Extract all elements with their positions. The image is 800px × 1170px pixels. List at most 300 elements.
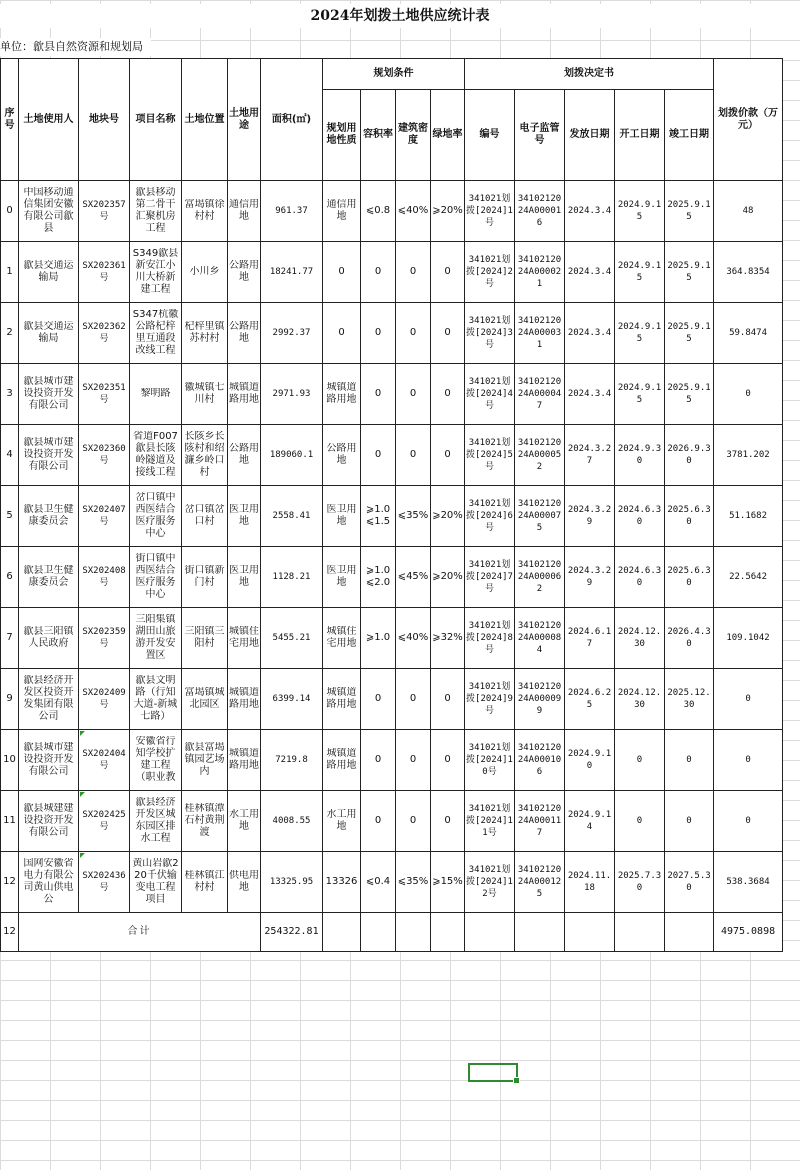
cell-price[interactable] <box>714 852 783 913</box>
cell-location[interactable] <box>182 425 228 486</box>
header-parcel[interactable]: 地块号 <box>79 59 130 181</box>
cell-density[interactable] <box>396 181 431 242</box>
cell-text: 341021划拨[2024]12号 <box>466 865 513 899</box>
cell-green[interactable] <box>431 852 465 913</box>
cell-planning-use[interactable] <box>323 608 361 669</box>
cell-parcel[interactable] <box>79 608 130 669</box>
cell-parcel[interactable] <box>79 669 130 730</box>
cell-location[interactable] <box>182 730 228 791</box>
cell-text: 2024.12.30 <box>617 627 662 649</box>
cell-planning-use[interactable] <box>323 669 361 730</box>
cell-supervise[interactable] <box>515 669 565 730</box>
empty-cell[interactable] <box>665 913 714 952</box>
cell-parcel[interactable] <box>79 791 130 852</box>
cell-supervise[interactable] <box>515 425 565 486</box>
cell-text: 9 <box>6 693 13 704</box>
empty-cell[interactable] <box>431 913 465 952</box>
cell-text: 歙县城市建设投资开发有限公司 <box>23 437 74 472</box>
cell-project[interactable] <box>130 181 182 242</box>
cell-price[interactable] <box>714 425 783 486</box>
empty-cell[interactable] <box>615 913 665 952</box>
header-no[interactable]: 编号 <box>465 90 515 181</box>
cell-project[interactable] <box>130 425 182 486</box>
cell-text: 7 <box>6 632 13 643</box>
cell-no[interactable] <box>465 608 515 669</box>
cell-text: 2024.6.17 <box>567 627 612 649</box>
cell-parcel[interactable] <box>79 181 130 242</box>
cell-issue[interactable] <box>565 791 615 852</box>
cell-start[interactable] <box>615 425 665 486</box>
cell-supervise[interactable] <box>515 486 565 547</box>
cell-green[interactable] <box>431 242 465 303</box>
cell-use[interactable] <box>228 425 261 486</box>
cell-location[interactable] <box>182 547 228 608</box>
cell-start[interactable] <box>615 608 665 669</box>
cell-finish[interactable] <box>665 181 714 242</box>
active-cell-cursor[interactable] <box>468 1063 518 1082</box>
cell-issue[interactable] <box>565 242 615 303</box>
header-decision[interactable]: 划拨决定书 <box>465 59 714 90</box>
cell-area[interactable] <box>261 425 323 486</box>
cell-use[interactable] <box>228 486 261 547</box>
cell-far[interactable] <box>361 852 396 913</box>
cell-far[interactable] <box>361 242 396 303</box>
cell-use[interactable] <box>228 364 261 425</box>
cell-planning-use[interactable] <box>323 791 361 852</box>
cell-issue[interactable] <box>565 669 615 730</box>
cell-text: 6399.14 <box>272 694 311 704</box>
total-seq[interactable]: 12 <box>1 913 19 952</box>
cell-text: 桂林镇江村村 <box>184 870 225 893</box>
cell-no[interactable] <box>465 669 515 730</box>
cell-project[interactable] <box>130 608 182 669</box>
cell-far[interactable] <box>361 181 396 242</box>
cell-location[interactable] <box>182 669 228 730</box>
cell-density[interactable] <box>396 303 431 364</box>
cell-far[interactable] <box>361 303 396 364</box>
cell-text: 0 <box>745 755 751 765</box>
cell-text: 341021划拨[2024]1号 <box>466 194 513 228</box>
cell-far[interactable] <box>361 791 396 852</box>
cell-price[interactable] <box>714 181 783 242</box>
cell-parcel[interactable] <box>79 425 130 486</box>
cell-price[interactable] <box>714 486 783 547</box>
cell-text: 2024.12.30 <box>617 688 662 710</box>
cell-use[interactable] <box>228 608 261 669</box>
cell-seq[interactable] <box>1 242 19 303</box>
cell-density[interactable] <box>396 547 431 608</box>
cell-text: 歙县富堨镇园艺场内 <box>184 742 225 777</box>
cell-text: SX202404号 <box>82 749 126 771</box>
cell-user[interactable] <box>19 181 79 242</box>
cell-use[interactable] <box>228 852 261 913</box>
cell-supervise[interactable] <box>515 852 565 913</box>
cell-supervise[interactable] <box>515 181 565 242</box>
cell-text: 0 <box>374 266 382 277</box>
cell-no[interactable] <box>465 852 515 913</box>
cell-far[interactable] <box>361 486 396 547</box>
cell-parcel[interactable] <box>79 730 130 791</box>
cell-green[interactable] <box>431 730 465 791</box>
cell-text: 59.8474 <box>729 328 767 338</box>
cell-project[interactable] <box>130 303 182 364</box>
cell-user[interactable] <box>19 669 79 730</box>
cell-price[interactable] <box>714 608 783 669</box>
cell-density[interactable] <box>396 791 431 852</box>
cell-text: 中国移动通信集团安徽有限公司歙县 <box>23 187 74 234</box>
empty-cell[interactable] <box>565 913 615 952</box>
cell-location[interactable] <box>182 181 228 242</box>
cell-marker-icon <box>80 731 85 736</box>
cell-text: 2024.3.4 <box>567 328 612 338</box>
cell-supervise[interactable] <box>515 608 565 669</box>
cell-project[interactable] <box>130 791 182 852</box>
cell-text: 51.1682 <box>729 511 767 521</box>
cell-text: 长陔乡长陔村和绍濂乡岭口村 <box>184 431 225 478</box>
cell-no[interactable] <box>465 242 515 303</box>
cell-planning-use[interactable] <box>323 181 361 242</box>
cell-area[interactable] <box>261 486 323 547</box>
cell-text: 0 <box>409 754 417 765</box>
cell-parcel[interactable] <box>79 303 130 364</box>
cell-no[interactable] <box>465 486 515 547</box>
cell-text: 2992.37 <box>272 328 311 338</box>
cell-user[interactable] <box>19 730 79 791</box>
cell-far[interactable] <box>361 425 396 486</box>
header-location[interactable]: 土地位置 <box>182 59 228 181</box>
cell-supervise[interactable] <box>515 547 565 608</box>
cell-parcel[interactable] <box>79 547 130 608</box>
table-row <box>1 791 783 852</box>
cell-seq[interactable] <box>1 730 19 791</box>
header-project[interactable]: 项目名称 <box>130 59 182 181</box>
cell-seq[interactable] <box>1 852 19 913</box>
header-finish[interactable]: 竣工日期 <box>665 90 714 181</box>
cell-seq[interactable] <box>1 669 19 730</box>
cell-text: 0 <box>338 266 345 277</box>
cell-start[interactable] <box>615 303 665 364</box>
cell-far[interactable] <box>361 669 396 730</box>
cell-price[interactable] <box>714 730 783 791</box>
cell-no[interactable] <box>465 547 515 608</box>
cell-text: 2024.6.25 <box>567 688 612 710</box>
cell-text: 歙县城市建设投资开发有限公司 <box>23 742 74 777</box>
cell-start[interactable] <box>615 791 665 852</box>
cell-green[interactable] <box>431 791 465 852</box>
cell-project[interactable] <box>130 486 182 547</box>
cell-text: 2024.3.27 <box>567 444 612 466</box>
cell-density[interactable] <box>396 242 431 303</box>
cell-seq[interactable] <box>1 547 19 608</box>
empty-cell[interactable] <box>396 913 431 952</box>
header-supervise[interactable]: 电子监管号 <box>515 90 565 181</box>
cell-user[interactable] <box>19 242 79 303</box>
cell-text: 3410212024A000117 <box>517 804 562 838</box>
empty-cell[interactable] <box>465 913 515 952</box>
cell-green[interactable] <box>431 608 465 669</box>
cell-price[interactable] <box>714 547 783 608</box>
cell-parcel[interactable] <box>79 364 130 425</box>
cell-use[interactable] <box>228 547 261 608</box>
cell-text: 0 <box>444 388 451 399</box>
cell-area[interactable] <box>261 669 323 730</box>
cell-finish[interactable] <box>665 608 714 669</box>
cell-issue[interactable] <box>565 608 615 669</box>
cell-far[interactable] <box>361 547 396 608</box>
cell-area[interactable] <box>261 791 323 852</box>
cell-start[interactable] <box>615 852 665 913</box>
cell-seq[interactable] <box>1 425 19 486</box>
header-start[interactable]: 开工日期 <box>615 90 665 181</box>
cell-use[interactable] <box>228 730 261 791</box>
cell-use[interactable] <box>228 242 261 303</box>
cell-planning-use[interactable] <box>323 242 361 303</box>
cell-location[interactable] <box>182 303 228 364</box>
cell-green[interactable] <box>431 181 465 242</box>
cell-location[interactable] <box>182 608 228 669</box>
cell-price[interactable] <box>714 669 783 730</box>
cell-far[interactable] <box>361 730 396 791</box>
header-use[interactable]: 土地用途 <box>228 59 261 181</box>
cell-seq[interactable] <box>1 791 19 852</box>
cell-finish[interactable] <box>665 425 714 486</box>
cell-start[interactable] <box>615 547 665 608</box>
cell-no[interactable] <box>465 730 515 791</box>
cell-finish[interactable] <box>665 547 714 608</box>
cell-use[interactable] <box>228 303 261 364</box>
cell-text: 0 <box>636 816 643 826</box>
cell-no[interactable] <box>465 791 515 852</box>
cell-density[interactable] <box>396 364 431 425</box>
cell-text: 0 <box>409 388 417 399</box>
cell-use[interactable] <box>228 181 261 242</box>
header-area[interactable]: 面积(㎡) <box>261 59 323 181</box>
cell-start[interactable] <box>615 364 665 425</box>
cell-finish[interactable] <box>665 242 714 303</box>
table-row <box>1 486 783 547</box>
cell-project[interactable] <box>130 730 182 791</box>
cell-density[interactable] <box>396 669 431 730</box>
cell-density[interactable] <box>396 852 431 913</box>
cell-parcel[interactable] <box>79 242 130 303</box>
cell-text: 黎明路 <box>140 388 171 399</box>
header-density[interactable]: 建筑密度 <box>396 90 431 181</box>
cell-seq[interactable] <box>1 303 19 364</box>
cell-parcel[interactable] <box>79 852 130 913</box>
empty-cell[interactable] <box>361 913 396 952</box>
cell-no[interactable] <box>465 181 515 242</box>
cell-green[interactable] <box>431 486 465 547</box>
cell-no[interactable] <box>465 303 515 364</box>
cell-text: 歙县经济开发区投资开发集团有限公司 <box>23 675 74 722</box>
cell-text: 0 <box>745 816 751 826</box>
cell-planning-use[interactable] <box>323 547 361 608</box>
cell-area[interactable] <box>261 303 323 364</box>
cell-finish[interactable] <box>665 852 714 913</box>
cell-start[interactable] <box>615 669 665 730</box>
cell-planning-use[interactable] <box>323 730 361 791</box>
cell-user[interactable] <box>19 303 79 364</box>
cell-text: 公路用地 <box>229 443 259 466</box>
cell-issue[interactable] <box>565 425 615 486</box>
cell-text: 189060.1 <box>269 450 314 460</box>
cell-density[interactable] <box>396 608 431 669</box>
cell-user[interactable] <box>19 608 79 669</box>
cell-project[interactable] <box>130 852 182 913</box>
header-planning-use[interactable]: 规划用地性质 <box>323 90 361 181</box>
cell-text: 341021划拨[2024]8号 <box>466 621 513 655</box>
cell-supervise[interactable] <box>515 791 565 852</box>
total-area[interactable]: 254322.81 <box>261 913 323 952</box>
cell-text: 0 <box>374 449 382 460</box>
cell-seq[interactable] <box>1 364 19 425</box>
cell-start[interactable] <box>615 486 665 547</box>
cell-density[interactable] <box>396 486 431 547</box>
header-user[interactable]: 土地使用人 <box>19 59 79 181</box>
header-seq[interactable]: 序号 <box>1 59 19 181</box>
cell-text: 0 <box>6 205 13 216</box>
cell-issue[interactable] <box>565 303 615 364</box>
cell-supervise[interactable] <box>515 364 565 425</box>
cell-density[interactable] <box>396 425 431 486</box>
cell-density[interactable] <box>396 730 431 791</box>
total-price[interactable]: 4975.0898 <box>714 913 783 952</box>
cell-text: ⩾20% <box>432 205 463 216</box>
cell-text: 徽城镇七川村 <box>184 382 225 405</box>
cell-project[interactable] <box>130 669 182 730</box>
cell-text: 1 <box>6 266 13 277</box>
cell-text: 0 <box>409 815 417 826</box>
cell-text: 3410212024A000062 <box>517 560 562 594</box>
cell-finish[interactable] <box>665 791 714 852</box>
cell-location[interactable] <box>182 364 228 425</box>
cell-price[interactable] <box>714 791 783 852</box>
cell-use[interactable] <box>228 791 261 852</box>
cell-user[interactable] <box>19 547 79 608</box>
cell-text: 0 <box>444 266 451 277</box>
cell-project[interactable] <box>130 364 182 425</box>
header-issue[interactable]: 发放日期 <box>565 90 615 181</box>
header-planning[interactable]: 规划条件 <box>323 59 465 90</box>
cell-green[interactable] <box>431 425 465 486</box>
cell-green[interactable] <box>431 303 465 364</box>
cell-area[interactable] <box>261 608 323 669</box>
cell-finish[interactable] <box>665 364 714 425</box>
cell-supervise[interactable] <box>515 303 565 364</box>
cell-seq[interactable] <box>1 181 19 242</box>
cell-text: 13325.95 <box>269 877 314 887</box>
empty-cell[interactable] <box>323 913 361 952</box>
cell-location[interactable] <box>182 486 228 547</box>
cell-planning-use[interactable] <box>323 364 361 425</box>
cell-user[interactable] <box>19 425 79 486</box>
cell-finish[interactable] <box>665 730 714 791</box>
cell-price[interactable] <box>714 303 783 364</box>
cell-text: 水工用地 <box>229 809 259 832</box>
sheet-title: 2024年划拨土地供应统计表 <box>0 4 800 28</box>
cell-planning-use[interactable] <box>323 425 361 486</box>
cell-parcel[interactable] <box>79 486 130 547</box>
cell-area[interactable] <box>261 730 323 791</box>
cell-green[interactable] <box>431 364 465 425</box>
cell-user[interactable] <box>19 852 79 913</box>
cell-area[interactable] <box>261 181 323 242</box>
cell-issue[interactable] <box>565 547 615 608</box>
cell-issue[interactable] <box>565 730 615 791</box>
cell-area[interactable] <box>261 547 323 608</box>
cell-issue[interactable] <box>565 364 615 425</box>
cell-green[interactable] <box>431 669 465 730</box>
cell-text: ⩽45% <box>397 571 429 582</box>
header-far[interactable]: 容积率 <box>361 90 396 181</box>
header-green[interactable]: 绿地率 <box>431 90 465 181</box>
cell-price[interactable] <box>714 364 783 425</box>
cell-project[interactable] <box>130 242 182 303</box>
cell-text: 3 <box>6 388 13 399</box>
cell-price[interactable] <box>714 242 783 303</box>
cell-location[interactable] <box>182 852 228 913</box>
cell-far[interactable] <box>361 364 396 425</box>
cell-text: 341021划拨[2024]3号 <box>466 316 513 350</box>
cell-user[interactable] <box>19 791 79 852</box>
cell-text: 0 <box>686 755 692 765</box>
cell-user[interactable] <box>19 486 79 547</box>
table-row <box>1 852 783 913</box>
cell-start[interactable] <box>615 242 665 303</box>
cell-text: 2026.9.30 <box>667 444 711 466</box>
cell-start[interactable] <box>615 730 665 791</box>
cell-seq[interactable] <box>1 608 19 669</box>
cell-use[interactable] <box>228 669 261 730</box>
cell-supervise[interactable] <box>515 730 565 791</box>
cell-text: 公路用地 <box>229 260 259 283</box>
cell-text: 歙县经济开发区城东园区排水工程 <box>135 797 176 844</box>
cell-text: 歙县移动第二骨干汇聚机房工程 <box>135 187 176 234</box>
total-label[interactable]: 合计 <box>19 913 261 952</box>
cell-planning-use[interactable] <box>323 852 361 913</box>
cell-seq[interactable] <box>1 486 19 547</box>
cell-area[interactable] <box>261 242 323 303</box>
cell-text: 2025.6.30 <box>667 566 711 588</box>
cell-issue[interactable] <box>565 181 615 242</box>
land-supply-table <box>0 58 783 952</box>
cell-area[interactable] <box>261 364 323 425</box>
cell-finish[interactable] <box>665 303 714 364</box>
cell-location[interactable] <box>182 791 228 852</box>
cell-finish[interactable] <box>665 486 714 547</box>
cell-issue[interactable] <box>565 852 615 913</box>
cell-far[interactable] <box>361 608 396 669</box>
cell-text: 水工用地 <box>326 809 357 832</box>
cell-text: 2025.9.15 <box>667 261 711 283</box>
cell-no[interactable] <box>465 364 515 425</box>
cell-planning-use[interactable] <box>323 303 361 364</box>
header-price[interactable]: 划拨价款（万元） <box>714 59 783 181</box>
cell-finish[interactable] <box>665 669 714 730</box>
cell-project[interactable] <box>130 547 182 608</box>
cell-text: 城镇道路用地 <box>326 382 357 405</box>
cell-planning-use[interactable] <box>323 486 361 547</box>
cell-area[interactable] <box>261 852 323 913</box>
cell-green[interactable] <box>431 547 465 608</box>
empty-cell[interactable] <box>515 913 565 952</box>
cell-no[interactable] <box>465 425 515 486</box>
cell-start[interactable] <box>615 181 665 242</box>
cell-issue[interactable] <box>565 486 615 547</box>
cell-supervise[interactable] <box>515 242 565 303</box>
cell-location[interactable] <box>182 242 228 303</box>
cell-user[interactable] <box>19 364 79 425</box>
